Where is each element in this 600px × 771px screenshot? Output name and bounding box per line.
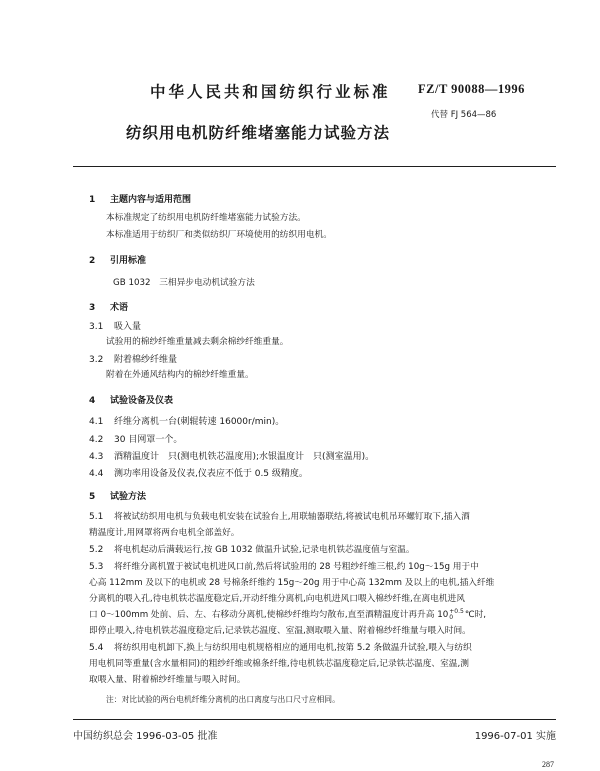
equipment-item xyxy=(89,449,374,462)
paragraph-line-text: 口 0～100mm 处前、后、左、右移动分离机,使棉纱纤维均匀散布,直至酒精温度计再升高 10 xyxy=(89,610,449,620)
approval-date: 中国纺织总会 1996-03-05 批准 xyxy=(73,731,218,742)
paragraph-line: 将纤维分离机置于被试电机进风口前,然后将试验用的 28 号粗纱纤维三根,约 10g～15g 用于中 xyxy=(114,562,479,572)
paragraph-line-text: ℃时, xyxy=(464,610,487,620)
section-number: 5 xyxy=(89,492,96,502)
item-number: 4.2 xyxy=(89,435,104,445)
equipment-item xyxy=(89,414,284,427)
section-1-paragraph-2: 本标准适用于纺织厂和类似纺织厂环境使用的纺织用电机。 xyxy=(106,230,332,240)
section-title: 主题内容与适用范围 xyxy=(110,195,192,205)
standard-number: FZ/T 90088—1996 xyxy=(418,82,525,96)
equipment-item xyxy=(89,432,182,445)
paragraph-line: 取喂入量、附着棉纱纤维量与喂入时间。 xyxy=(89,675,246,685)
paragraph-line: 分离机的喂入孔,待电机铁芯温度稳定后,开动纤维分离机,向电机进风口喂入棉纱纤维,在离电机进风 xyxy=(89,594,465,604)
section-title: 试验方法 xyxy=(110,492,147,502)
paragraph-line: 精温度计,用网罩将两台电机全部盖好。 xyxy=(89,528,240,538)
paragraph-5-2 xyxy=(89,543,415,558)
term-name: 附着棉纱纤维量 xyxy=(114,355,178,365)
replaces-note: 代替 FJ 564—86 xyxy=(431,110,497,120)
footer-rule xyxy=(73,719,556,720)
paragraph-line: 将纺织用电机卸下,换上与纺织用电机规格相应的通用电机,按第 5.2 条做温升试验,喂入与纺织 xyxy=(114,643,472,653)
document-title: 纺织用电机防纤维堵塞能力试验方法 xyxy=(126,124,391,142)
paragraph-number: 5.4 xyxy=(89,643,104,653)
paragraph-5-1 xyxy=(89,510,470,525)
standard-title: 中华人民共和国纺织行业标准 xyxy=(150,83,391,101)
section-title: 术语 xyxy=(110,303,129,313)
item-text: 纤维分离机一台(刺辊转速 16000r/min)。 xyxy=(114,417,285,427)
tolerance xyxy=(449,609,464,621)
section-number: 4 xyxy=(89,396,96,406)
item-number: 4.4 xyxy=(89,469,104,479)
paragraph-number: 5.3 xyxy=(89,562,104,572)
paragraph-line: 即停止喂入,待电机铁芯温度稳定后,记录铁芯温度、室温,测取喂入量、附着棉纱纤维量与喂入时间。 xyxy=(89,626,471,636)
section-5-heading xyxy=(89,489,146,502)
header-rule xyxy=(73,166,556,167)
item-number: 4.1 xyxy=(89,417,104,427)
paragraph-number: 5.1 xyxy=(89,512,104,522)
term-3-2-definition: 附着在外通风结构内的棉纱纤维重量。 xyxy=(106,370,254,380)
section-1-heading xyxy=(89,192,191,205)
paragraph-5-4 xyxy=(89,641,472,656)
term-number: 3.1 xyxy=(89,322,104,332)
paragraph-line xyxy=(89,608,486,623)
section-number: 1 xyxy=(89,195,96,205)
paragraph-line: 用电机同等重量(含水量相同)的粗纱纤维或棉条纤维,待电机铁芯温度稳定后,记录铁芯温度、室温,测 xyxy=(89,659,469,669)
item-text: 酒精温度计 只(测电机铁芯温度用);水银温度计 只(测室温用)。 xyxy=(114,452,375,462)
term-number: 3.2 xyxy=(89,355,104,365)
tolerance-lower: 0 xyxy=(449,613,454,621)
term-name: 吸入量 xyxy=(114,322,142,332)
item-text: 30 目网罩一个。 xyxy=(114,435,183,445)
term-3-2 xyxy=(89,352,177,365)
section-number: 3 xyxy=(89,303,96,313)
item-number: 4.3 xyxy=(89,452,104,462)
page-number: 287 xyxy=(542,760,554,769)
paragraph-line: 将电机起动后满载运行,按 GB 1032 做温升试验,记录电机铁芯温度值与室温。 xyxy=(114,545,415,555)
section-title: 引用标准 xyxy=(110,256,147,266)
item-text: 测功率用设备及仪表,仪表应不低于 0.5 级精度。 xyxy=(114,469,308,479)
section-2-heading xyxy=(89,253,146,266)
paragraph-5-3 xyxy=(89,560,479,575)
tolerance-upper: +0.5 xyxy=(449,607,464,615)
equipment-item xyxy=(89,466,308,479)
section-1-paragraph-1: 本标准规定了纺织用电机防纤维堵塞能力试验方法。 xyxy=(106,213,306,223)
paragraph-line: 心高 112mm 及以下的电机或 28 号棉条纤维约 15g～20g 用于中心高 132mm 及以上的电机,插入纤维 xyxy=(89,578,495,588)
section-title: 试验设备及仪表 xyxy=(110,396,174,406)
term-3-1 xyxy=(89,319,141,332)
paragraph-number: 5.2 xyxy=(89,545,104,555)
section-3-heading xyxy=(89,300,128,313)
reference-standard: GB 1032 三相异步电动机试验方法 xyxy=(113,278,255,288)
term-3-1-definition: 试验用的棉纱纤维重量减去剩余棉纱纤维重量。 xyxy=(106,337,289,347)
section-4-heading xyxy=(89,393,173,406)
paragraph-line: 将被试纺织用电机与负载电机安装在试验台上,用联轴器联结,将被试电机吊环螺钉取下,插入酒 xyxy=(114,512,470,522)
section-number: 2 xyxy=(89,256,96,266)
note: 注：对比试验的两台电机纤维分离机的出口离度与出口尺寸应相同。 xyxy=(106,695,340,704)
implementation-date: 1996-07-01 实施 xyxy=(474,731,556,742)
